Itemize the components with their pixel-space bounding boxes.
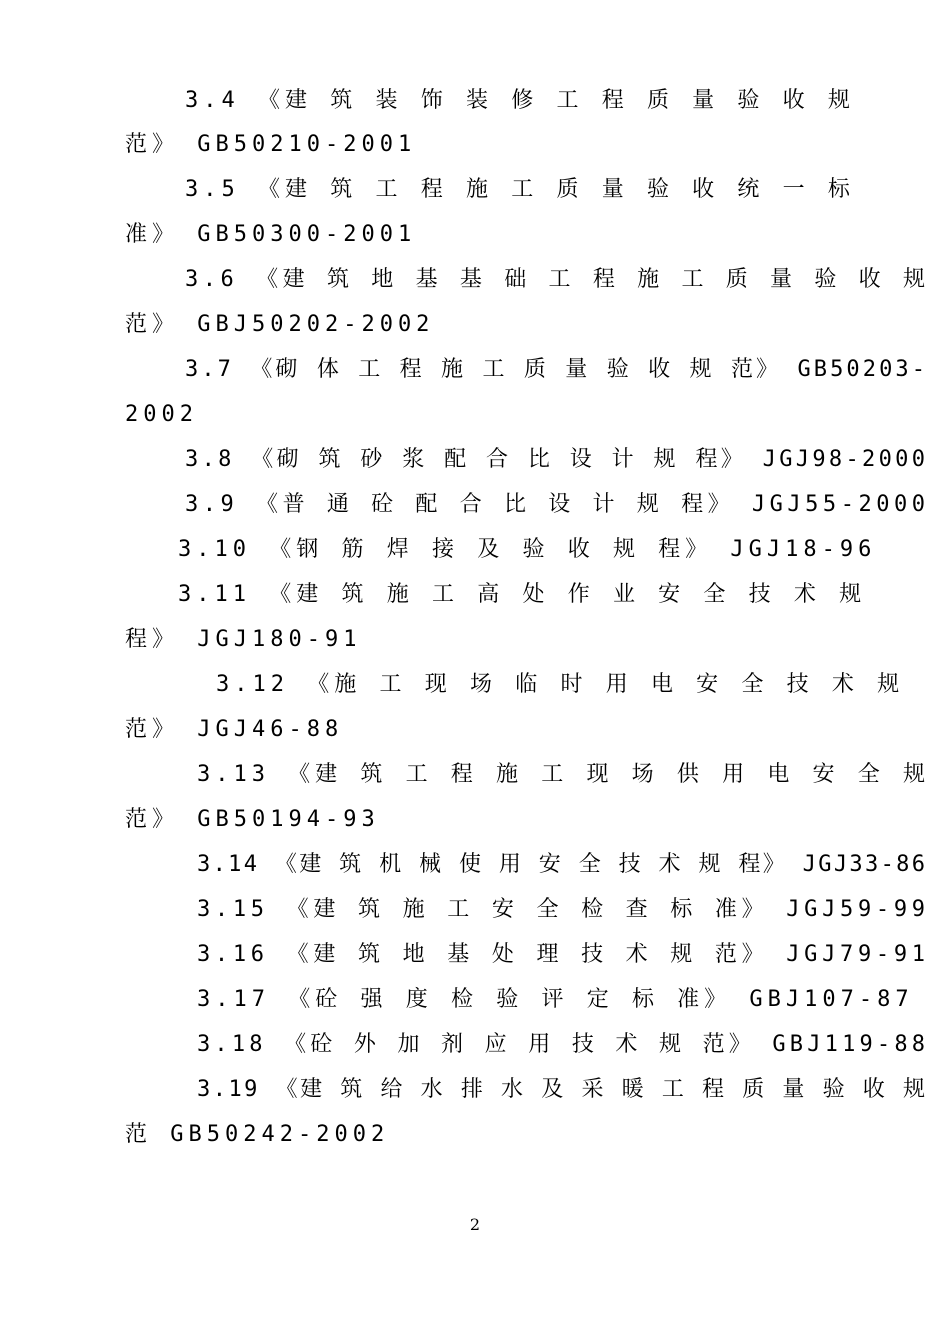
line-3-6-cont: 范》 GBJ50202-2002 [125, 312, 435, 337]
line-3-5-cont: 准》 GB50300-2001 [125, 222, 417, 247]
page-number: 2 [469, 1215, 481, 1234]
line-3-19-cont: 范 GB50242-2002 [125, 1122, 390, 1147]
line-3-14: 3.14 《建 筑 机 械 使 用 安 全 技 术 规 程》 JGJ33-86 [197, 852, 928, 877]
line-3-16: 3.16 《建 筑 地 基 处 理 技 术 规 范》 JGJ79-91 [197, 942, 930, 967]
line-3-18: 3.18 《砼 外 加 剂 应 用 技 术 规 范》 GBJ119-88 [197, 1032, 930, 1057]
line-3-4: 3.4 《建 筑 装 饰 装 修 工 程 质 量 验 收 规 [185, 88, 855, 113]
line-3-8: 3.8 《砌 筑 砂 浆 配 合 比 设 计 规 程》 JGJ98-2000 [185, 447, 929, 472]
line-3-11: 3.11 《建 筑 施 工 高 处 作 业 安 全 技 术 规 [178, 582, 867, 607]
line-3-5: 3.5 《建 筑 工 程 施 工 质 量 验 收 统 一 标 [185, 177, 855, 202]
line-3-12-cont: 范》 JGJ46-88 [125, 717, 344, 742]
line-3-9: 3.9 《普 通 砼 配 合 比 设 计 规 程》 JGJ55-2000 [185, 492, 930, 517]
line-3-11-cont: 程》 JGJ180-91 [125, 627, 362, 652]
line-3-17: 3.17 《砼 强 度 检 验 评 定 标 准》 GBJ107-87 [197, 987, 914, 1012]
line-3-7-cont: 2002 [125, 402, 198, 427]
line-3-13: 3.13 《建 筑 工 程 施 工 现 场 供 用 电 安 全 规 [197, 762, 930, 787]
line-3-6: 3.6 《建 筑 地 基 基 础 工 程 施 工 质 量 验 收 规 [185, 267, 930, 292]
line-3-7: 3.7 《砌 体 工 程 施 工 质 量 验 收 规 范》 GB50203- [185, 357, 929, 382]
line-3-10: 3.10 《钢 筋 焊 接 及 验 收 规 程》 JGJ18-96 [178, 537, 877, 562]
line-3-19: 3.19 《建 筑 给 水 排 水 及 采 暖 工 程 质 量 验 收 规 [197, 1077, 928, 1102]
line-3-12: 3.12 《施 工 现 场 临 时 用 电 安 全 技 术 规 [216, 672, 905, 697]
line-3-13-cont: 范》 GB50194-93 [125, 807, 380, 832]
line-3-15: 3.15 《建 筑 施 工 安 全 检 查 标 准》 JGJ59-99 [197, 897, 930, 922]
line-3-4-cont: 范》 GB50210-2001 [125, 132, 417, 157]
